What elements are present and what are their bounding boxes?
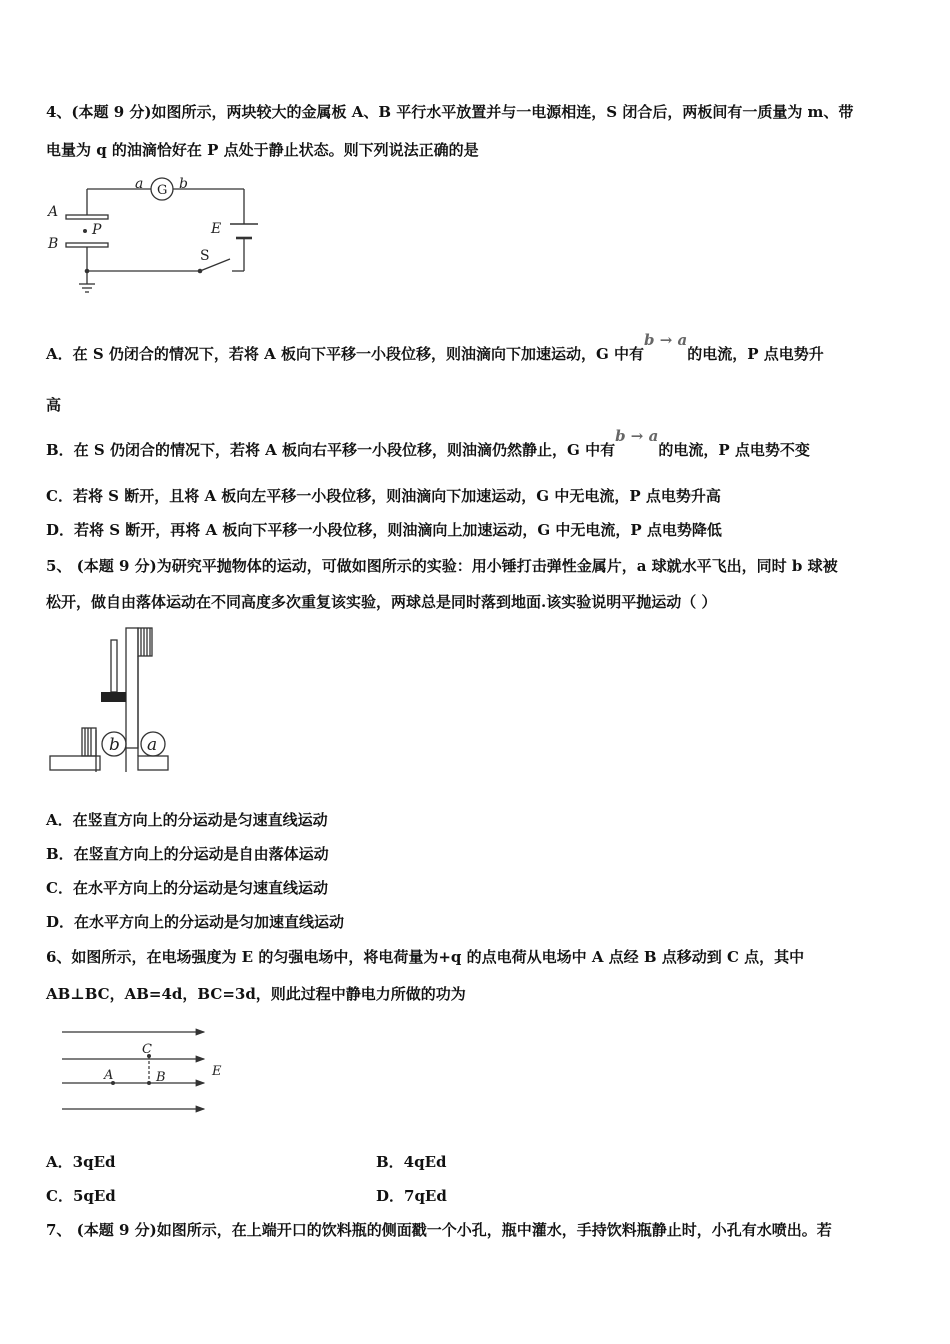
- q4-option-b-current: b → a: [615, 427, 659, 445]
- q6-point-b-label: B: [156, 1070, 166, 1085]
- q6-option-c: C．5qEd: [46, 1187, 116, 1205]
- q4-option-a-current: b → a: [644, 331, 688, 349]
- q4-switch-s-label: S: [200, 248, 210, 264]
- q4-circuit-figure: [44, 172, 264, 297]
- q5-ball-b-label: b: [109, 735, 120, 755]
- q5-ball-a-label: a: [147, 735, 158, 755]
- q4-label-b: b: [179, 176, 188, 192]
- q4-stem-line2: 电量为 q 的油滴恰好在 P 点处于静止状态。则下列说法正确的是: [46, 141, 479, 159]
- q4-option-b-text2: 的电流，P 点电势不变: [658, 441, 810, 459]
- q4-galvanometer-label: G: [157, 183, 168, 198]
- q6-stem-line2: AB⊥BC，AB=4d，BC=3d，则此过程中静电力所做的功为: [46, 985, 466, 1003]
- q5-option-c: C．在水平方向上的分运动是匀速直线运动: [46, 879, 328, 897]
- q4-source-e-label: E: [211, 221, 222, 237]
- q4-option-b: [46, 427, 810, 460]
- q5-option-b: B．在竖直方向上的分运动是自由落体运动: [46, 845, 329, 863]
- q6-option-b: B．4qEd: [376, 1153, 447, 1171]
- q4-option-b-text1: B．在 S 仍闭合的情况下，若将 A 板向右平移一小段位移，则油滴仍然静止，G 中有: [46, 441, 616, 459]
- q4-plate-b-label: B: [48, 236, 59, 252]
- q6-stem-line1: 6、如图所示，在电场强度为 E 的匀强电场中，将电荷量为+q 的点电荷从电场中 A 点经 B 点移动到 C 点，其中: [46, 948, 805, 966]
- q4-label-a: a: [135, 176, 144, 192]
- q4-point-p-label: P: [92, 222, 102, 238]
- q5-stem-line2: 松开，做自由落体运动在不同高度多次重复该实验，两球总是同时落到地面.该实验说明平抛运动（ ）: [46, 593, 717, 611]
- q6-field-figure: [56, 1022, 236, 1122]
- q4-plate-a-label: A: [48, 204, 59, 220]
- q5-option-a: A．在竖直方向上的分运动是匀速直线运动: [46, 811, 328, 829]
- q4-option-a-cont: 高: [46, 396, 62, 414]
- q6-point-c-label: C: [142, 1042, 152, 1057]
- q4-stem-line1: 4、(本题 9 分)如图所示，两块较大的金属板 A、B 平行水平放置并与一电源相连，S 闭合后，两板间有一质量为 m、带: [46, 103, 854, 121]
- q6-option-a: A．3qEd: [46, 1153, 116, 1171]
- q4-option-d: D．若将 S 断开，再将 A 板向下平移一小段位移，则油滴向上加速运动，G 中无电流，P 点电势降低: [46, 521, 722, 539]
- q5-apparatus-figure: [46, 622, 176, 777]
- q7-stem-line1: 7、 (本题 9 分)如图所示，在上端开口的饮料瓶的侧面戳一个小孔，瓶中灌水，手持饮料瓶静止时，小孔有水喷出。若: [46, 1221, 832, 1239]
- q6-option-d: D．7qEd: [376, 1187, 447, 1205]
- q4-option-c: C．若将 S 断开，且将 A 板向左平移一小段位移，则油滴向下加速运动，G 中无电流，P 点电势升高: [46, 487, 721, 505]
- q6-field-e-label: E: [212, 1064, 222, 1079]
- q4-option-a: [46, 331, 824, 364]
- q4-option-a-text2: 的电流，P 点电势升: [687, 345, 824, 363]
- q5-option-d: D．在水平方向上的分运动是匀加速直线运动: [46, 913, 345, 931]
- q5-stem-line1: 5、 (本题 9 分)为研究平抛物体的运动，可做如图所示的实验：用小锤打击弹性金属片，a 球就水平飞出，同时 b 球被: [46, 557, 838, 575]
- q6-point-a-label: A: [104, 1068, 114, 1083]
- q4-option-a-text1: A．在 S 仍闭合的情况下，若将 A 板向下平移一小段位移，则油滴向下加速运动，G 中有: [46, 345, 645, 363]
